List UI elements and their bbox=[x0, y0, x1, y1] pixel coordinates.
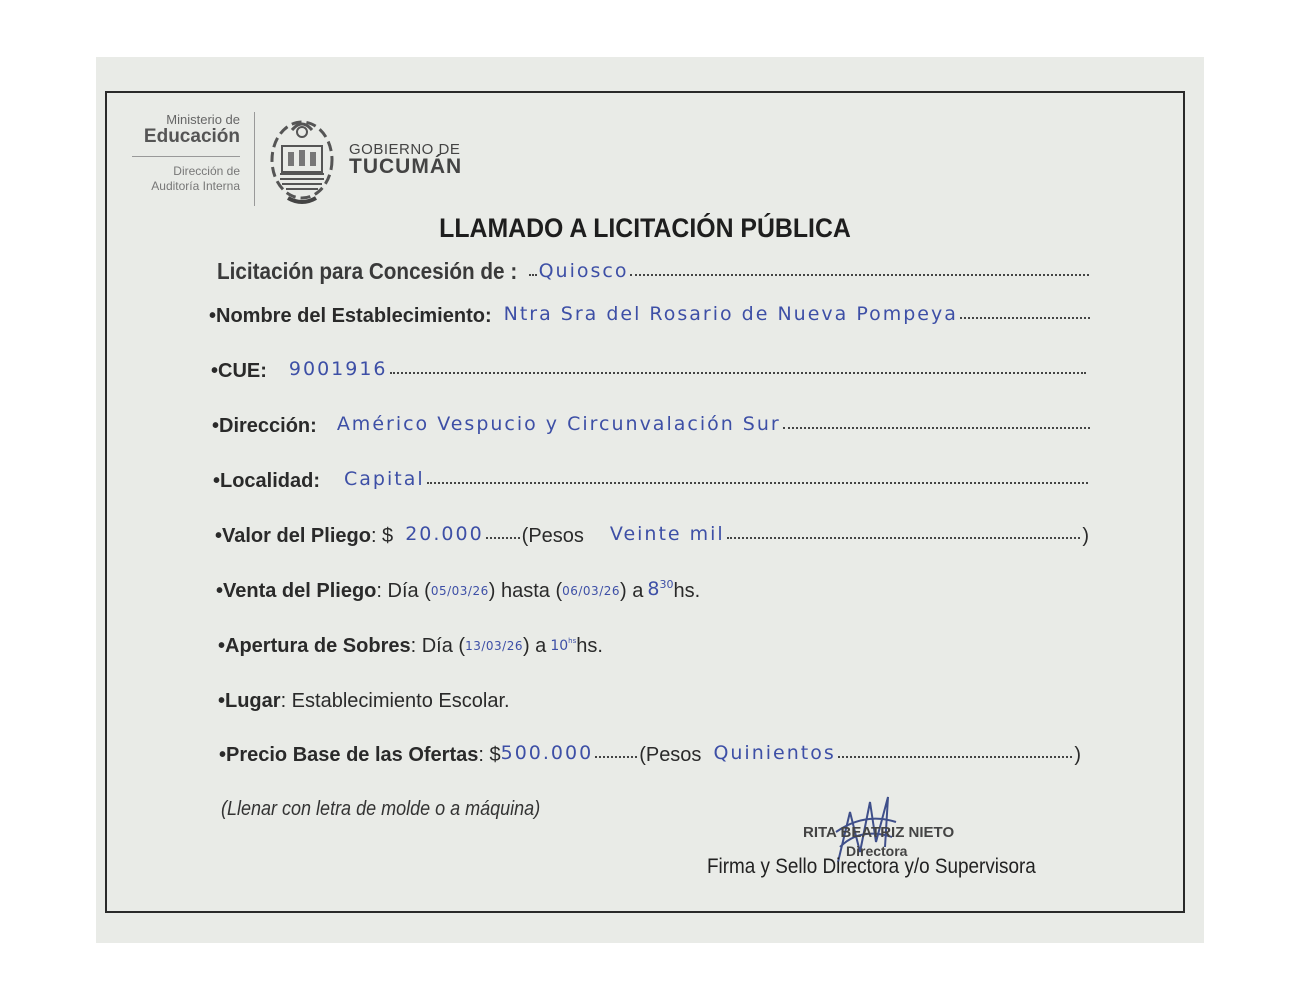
locality-value: Capital bbox=[344, 468, 425, 490]
opening-day: : Día ( bbox=[410, 635, 466, 657]
page-title: LLAMADO A LICITACIÓN PÚBLICA bbox=[439, 213, 851, 243]
gov-line1: GOBIERNO DE bbox=[349, 141, 461, 158]
pliego-pesos-label: (Pesos bbox=[521, 525, 584, 547]
opening-label: •Apertura de Sobres bbox=[218, 635, 411, 657]
base-price-words: Quinientos bbox=[713, 742, 836, 764]
dot-leader bbox=[838, 756, 1073, 758]
header-divider bbox=[254, 112, 255, 206]
locality-label: •Localidad: bbox=[213, 470, 321, 492]
dot-leader bbox=[529, 274, 537, 276]
direction-line1: Dirección de bbox=[173, 164, 240, 178]
base-price-label: •Precio Base de las Ofertas bbox=[219, 744, 479, 766]
sale-from-date: 05/03/26 bbox=[430, 584, 489, 598]
close-paren: ) bbox=[1082, 525, 1089, 547]
pliego-value-amount: 20.000 bbox=[405, 523, 484, 545]
close-paren: ) bbox=[1074, 744, 1081, 766]
sale-hour: 8 bbox=[647, 578, 660, 600]
opening-at: ) a bbox=[522, 635, 547, 657]
cue-label: •CUE: bbox=[211, 360, 267, 382]
sale-hour-min: 30 bbox=[659, 578, 674, 591]
opening-hs: hs. bbox=[576, 635, 603, 657]
stamp-name: RITA BEATRIZ NIETO bbox=[803, 824, 955, 841]
ministry-top: Ministerio de bbox=[166, 112, 240, 127]
dot-leader bbox=[960, 317, 1090, 319]
establishment-label: •Nombre del Establecimiento: bbox=[209, 305, 492, 327]
dot-leader bbox=[630, 274, 1089, 276]
address-label: •Dirección: bbox=[212, 415, 317, 437]
government-logo bbox=[349, 141, 462, 179]
direction-line2: Auditoría Interna bbox=[151, 179, 240, 193]
pliego-value-label: •Valor del Pliego bbox=[215, 525, 371, 547]
address-value: Américo Vespucio y Circunvalación Sur bbox=[336, 413, 781, 435]
base-price-amount: 500.000 bbox=[500, 742, 594, 764]
sale-label: •Venta del Pliego bbox=[216, 580, 377, 602]
ministry-logo bbox=[118, 112, 240, 194]
opening-hour-min: hs bbox=[568, 637, 577, 645]
ministry-divider bbox=[132, 156, 240, 157]
place-value: : Establecimiento Escolar. bbox=[280, 690, 510, 712]
ministry-name: Educación bbox=[143, 126, 240, 147]
locality-row bbox=[213, 470, 1090, 493]
opening-date: 13/03/26 bbox=[465, 639, 523, 653]
opening-row bbox=[218, 635, 603, 658]
sale-until: ) hasta ( bbox=[488, 580, 563, 602]
base-pesos-label: (Pesos bbox=[639, 744, 702, 766]
dot-leader bbox=[727, 537, 1081, 539]
sale-to-date: 06/03/26 bbox=[562, 584, 621, 598]
dot-leader bbox=[486, 537, 520, 539]
concession-label: Licitación para Concesión de : bbox=[217, 258, 518, 284]
dot-leader bbox=[427, 482, 1088, 484]
stamp-role: Directora bbox=[846, 843, 908, 859]
tucuman-crest-icon bbox=[266, 114, 338, 206]
concession-row bbox=[217, 258, 1091, 285]
base-price-row bbox=[219, 744, 1081, 767]
establishment-row bbox=[209, 305, 1092, 328]
sale-hs: hs. bbox=[673, 580, 701, 602]
establishment-value: Ntra Sra del Rosario de Nueva Pompeya bbox=[503, 303, 958, 325]
pliego-value-row bbox=[215, 525, 1089, 548]
concession-value: Quiosco bbox=[538, 260, 629, 282]
sale-row bbox=[216, 580, 700, 603]
dot-leader bbox=[783, 427, 1090, 429]
sale-at: ) a bbox=[620, 580, 644, 602]
dot-leader bbox=[390, 372, 1086, 374]
pliego-value-sep: : $ bbox=[370, 525, 394, 547]
sale-day: : Día ( bbox=[376, 580, 431, 602]
opening-hour: 10 bbox=[550, 638, 569, 654]
cue-row bbox=[211, 360, 1088, 383]
place-row bbox=[218, 690, 510, 713]
fill-instructions: (Llenar con letra de molde o a máquina) bbox=[221, 798, 541, 820]
address-row bbox=[212, 415, 1092, 438]
gov-line2: TUCUMÁN bbox=[349, 155, 463, 178]
place-label: •Lugar bbox=[218, 690, 281, 712]
base-price-sep: : $ bbox=[478, 744, 501, 766]
pliego-value-words: Veinte mil bbox=[609, 523, 725, 545]
signature-caption: Firma y Sello Directora y/o Supervisora bbox=[707, 855, 1036, 878]
dot-leader bbox=[595, 756, 637, 758]
cue-value: 9001916 bbox=[288, 358, 388, 380]
